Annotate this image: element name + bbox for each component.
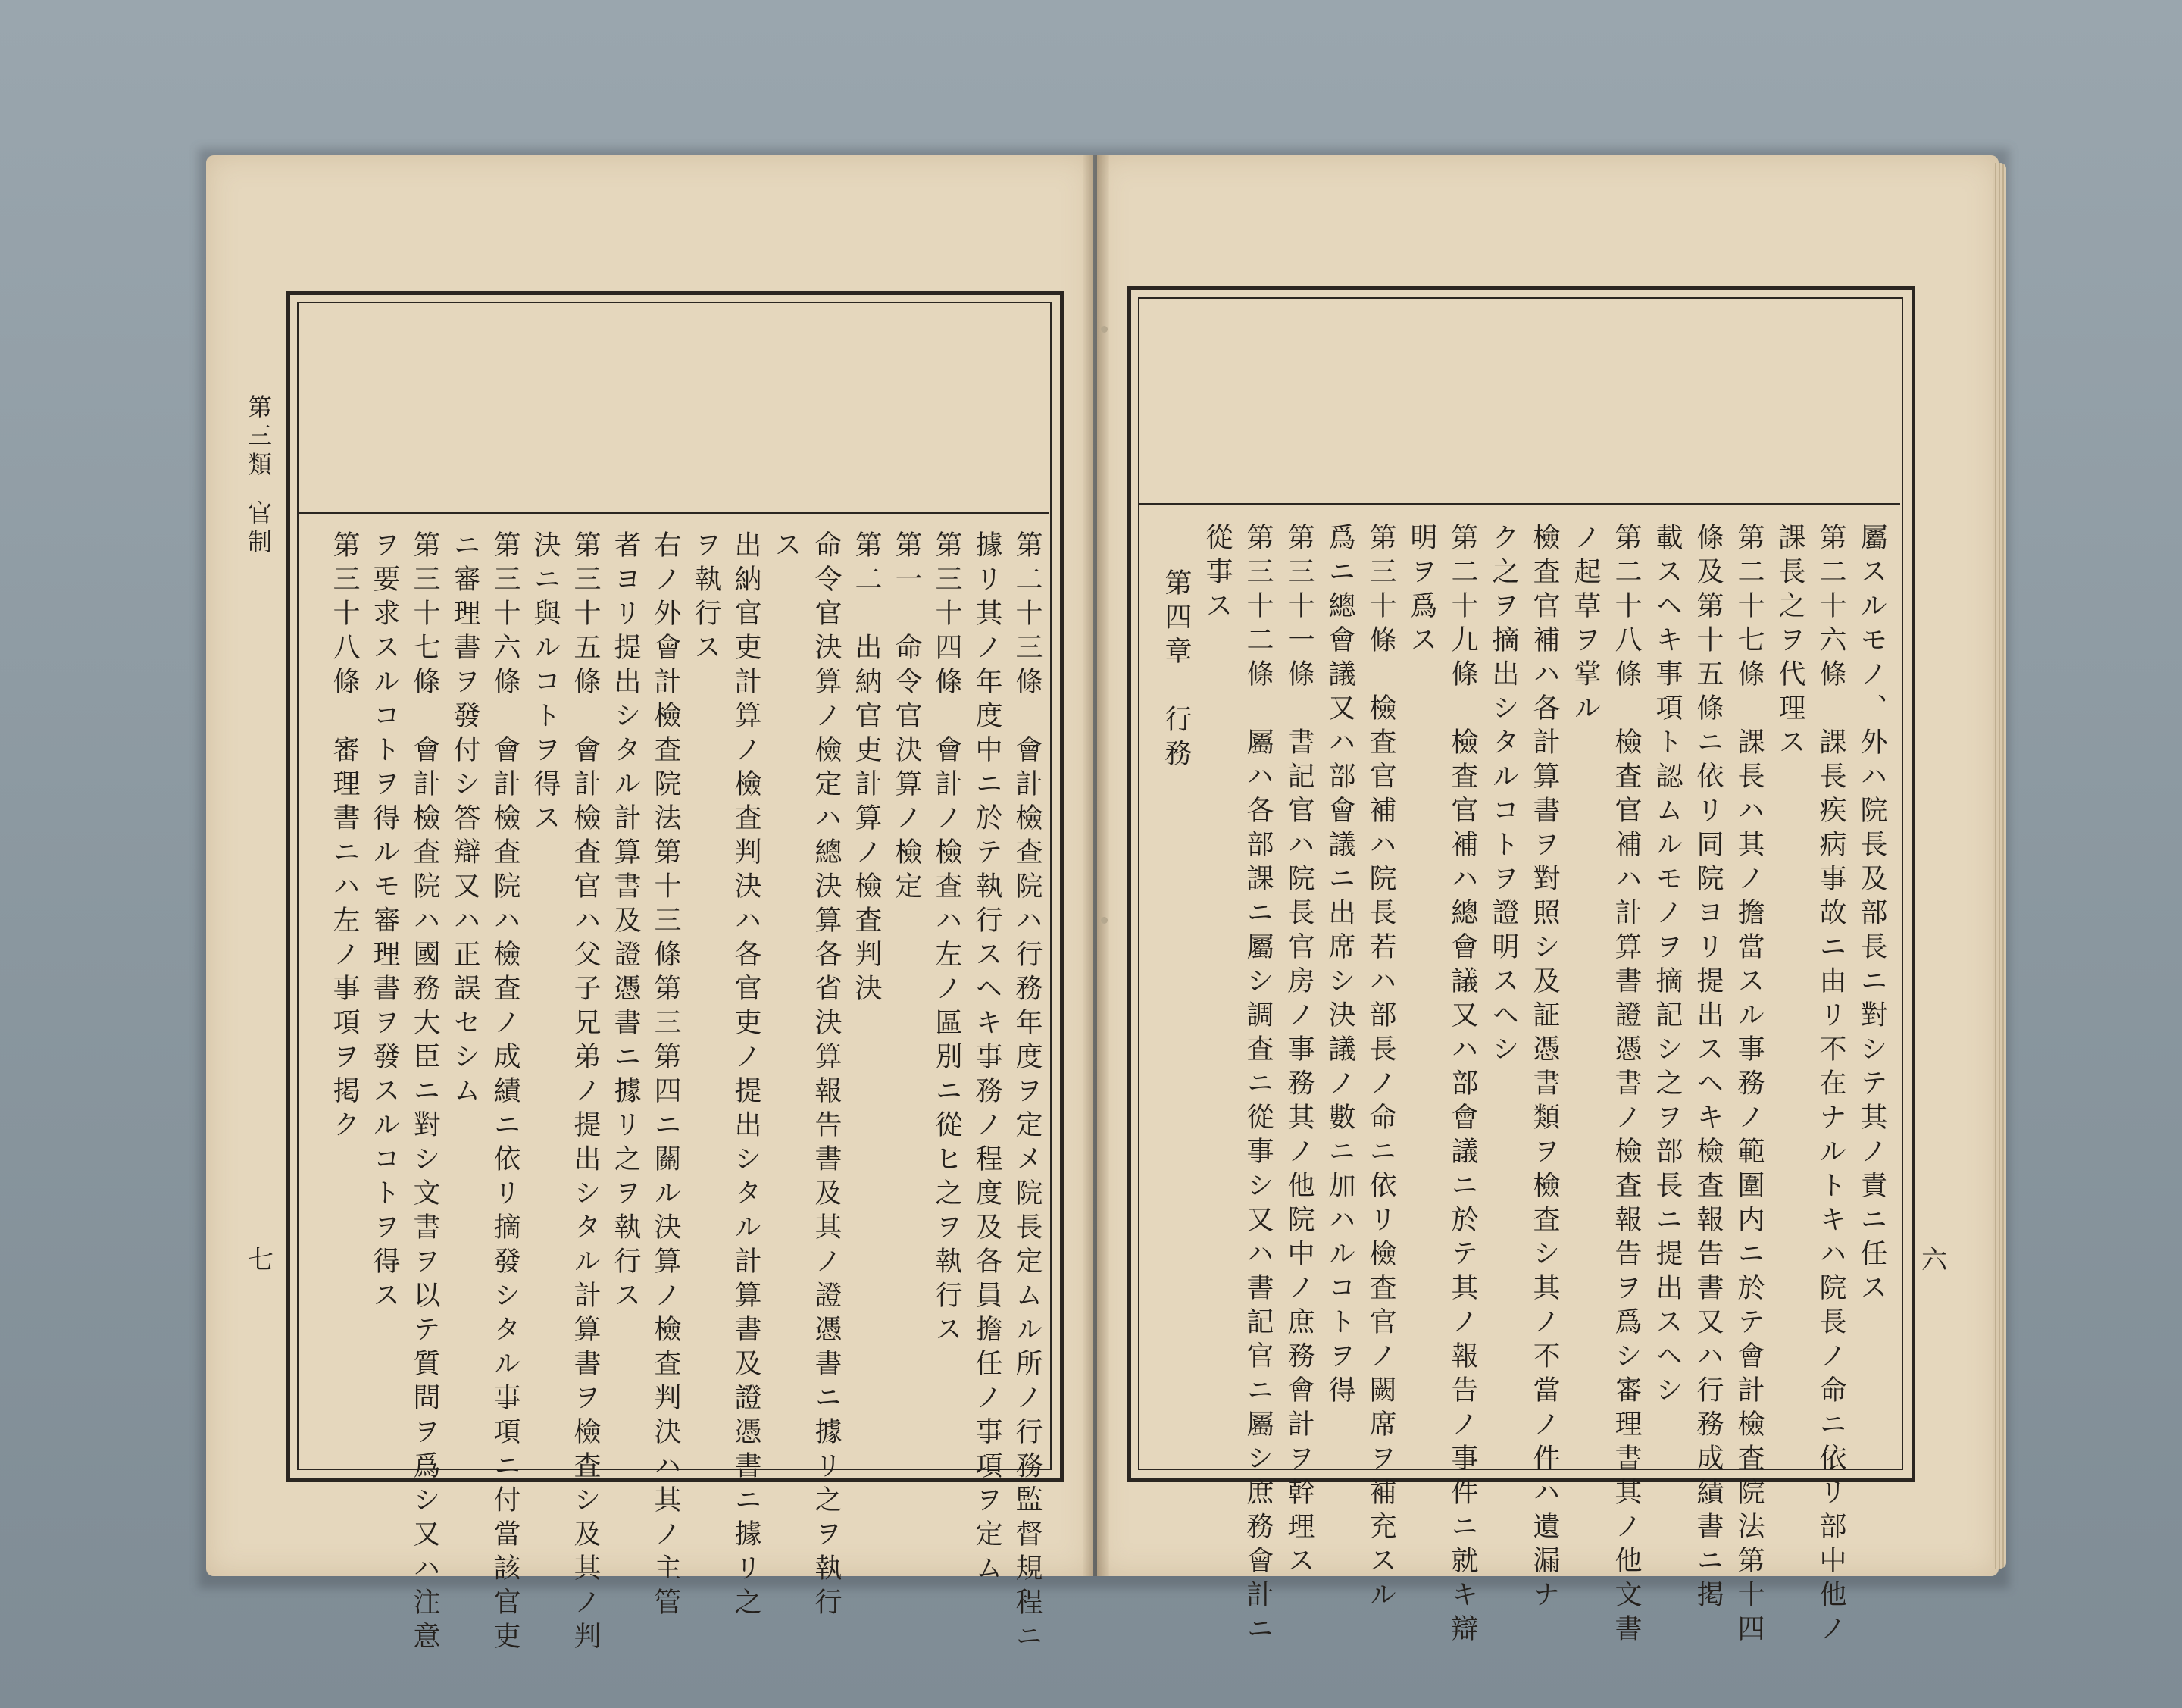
text-column: 條及第十五條ニ依リ同院ヨリ提出スヘキ檢査報告書又ハ行務成績書ニ掲 bbox=[1693, 523, 1724, 1614]
text-column: 者ヨリ提出シタル計算書及證憑書ニ據リ之ヲ執行ス bbox=[610, 530, 641, 1315]
binding-hole bbox=[1101, 917, 1108, 924]
text-column: 第二十八條 檢査官補ハ計算書證憑書ノ檢査報告ヲ爲シ審理書其ノ他文書 bbox=[1611, 523, 1642, 1648]
text-column: ノ起草ヲ掌ル bbox=[1570, 523, 1601, 727]
text-column: 第三十條 檢査官補ハ院長若ハ部長ノ命ニ依リ檢査官ノ闕席ヲ補充スル bbox=[1365, 523, 1396, 1614]
text-column: ク之ヲ摘出シタルコトヲ證明スヘシ bbox=[1488, 523, 1519, 1068]
text-column: ス bbox=[771, 530, 802, 565]
text-column: 明ヲ爲ス bbox=[1406, 523, 1437, 659]
text-column: 第二十九條 檢査官補ハ總會議又ハ部會議ニ於テ其ノ報告ノ事件ニ就キ辯 bbox=[1447, 523, 1478, 1648]
book-gutter bbox=[1083, 155, 1109, 1576]
text-column: 從事ス bbox=[1202, 523, 1233, 625]
page-edges bbox=[1993, 163, 2006, 1569]
text-column: 第二十七條 課長ハ其ノ擔當スル事務ノ範圍内ニ於テ會計檢査院法第十四 bbox=[1733, 523, 1765, 1648]
left-header-rule bbox=[297, 512, 1049, 514]
text-column: 第三十八條 審理書ニハ左ノ事項ヲ掲ク bbox=[329, 530, 360, 1144]
text-column: 據リ其ノ年度中ニ於テ執行スヘキ事務ノ程度及各員擔任ノ事項ヲ定ム bbox=[971, 530, 1002, 1588]
text-column: 第二十三條 會計檢查院ハ行務年度ヲ定メ院長定ムル所ノ行務監督規程ニ bbox=[1011, 530, 1043, 1656]
text-column: 檢査官補ハ各計算書ヲ對照シ及証憑書類ヲ檢査シ其ノ不當ノ件ハ遺漏ナ bbox=[1529, 523, 1560, 1614]
text-column: 第三十五條 會計檢査官ハ父子兄弟ノ提出シタル計算書ヲ檢査シ及其ノ判 bbox=[570, 530, 601, 1656]
text-column: ニ審理書ヲ發付シ答辯又ハ正誤セシム bbox=[449, 530, 480, 1110]
text-column: 右ノ外會計檢査院法第十三條第三第四ニ關ル決算ノ檢査判決ハ其ノ主管 bbox=[650, 530, 681, 1622]
text-column: 第三十六條 會計檢査院ハ檢査ノ成績ニ依リ摘發シタル事項ニ付當該官吏 bbox=[489, 530, 520, 1656]
left-page-number: 七 bbox=[248, 1245, 274, 1275]
text-column: 第三十一條 書記官ハ院長官房ノ事務其ノ他院中ノ庶務會計ヲ幹理ス bbox=[1283, 523, 1315, 1580]
text-column: 第二十六條 課長疾病事故ニ由リ不在ナルトキハ院長ノ命ニ依リ部中他ノ bbox=[1815, 523, 1846, 1648]
text-column: ヲ要求スルコトヲ得ルモ審理書ヲ發スルコトヲ得ス bbox=[369, 530, 400, 1315]
binding-hole bbox=[1101, 326, 1108, 333]
text-column: 第三十七條 會計檢査院ハ國務大臣ニ對シ文書ヲ以テ質問ヲ爲シ又ハ注意 bbox=[409, 530, 440, 1656]
text-column: 屬スルモノ、外ハ院長及部長ニ對シテ其ノ責ニ任ス bbox=[1856, 523, 1887, 1307]
text-column: 第二 出納官吏計算ノ檢査判決 bbox=[851, 530, 882, 1008]
right-header-rule bbox=[1138, 503, 1900, 505]
text-column: 決ニ與ルコトヲ得ス bbox=[530, 530, 561, 837]
text-column: 第三十二條 屬ハ各部課ニ屬シ調査ニ從事シ又ハ書記官ニ屬シ庶務會計ニ bbox=[1243, 523, 1274, 1648]
text-column: 出納官吏計算ノ檢査判決ハ各官吏ノ提出シタル計算書及證憑書ニ據リ之 bbox=[730, 530, 761, 1622]
text-column: 第一 命令官決算ノ檢定 bbox=[891, 530, 922, 906]
running-head-category: 第三類 bbox=[244, 394, 273, 480]
text-column: 第三十四條 會計ノ檢査ハ左ノ區別ニ從ヒ之ヲ執行ス bbox=[931, 530, 962, 1349]
text-column: 載スヘキ事項ト認ムルモノヲ摘記シ之ヲ部長ニ提出スヘシ bbox=[1652, 523, 1683, 1409]
text-column: 爲ニ總會議又ハ部會議ニ出席シ決議ノ數ニ加ハルコトヲ得 bbox=[1324, 523, 1355, 1409]
chapter-heading: 第四章 行務 bbox=[1161, 568, 1192, 773]
right-page-number: 六 bbox=[1921, 1245, 1947, 1275]
text-column: 命令官決算ノ檢定ハ總決算各省決算報告書及其ノ證憑書ニ據リ之ヲ執行 bbox=[811, 530, 842, 1622]
text-column: 課長之ヲ代理ス bbox=[1774, 523, 1805, 762]
running-head-title: 官制 bbox=[244, 500, 273, 558]
text-column: ヲ執行ス bbox=[690, 530, 721, 667]
